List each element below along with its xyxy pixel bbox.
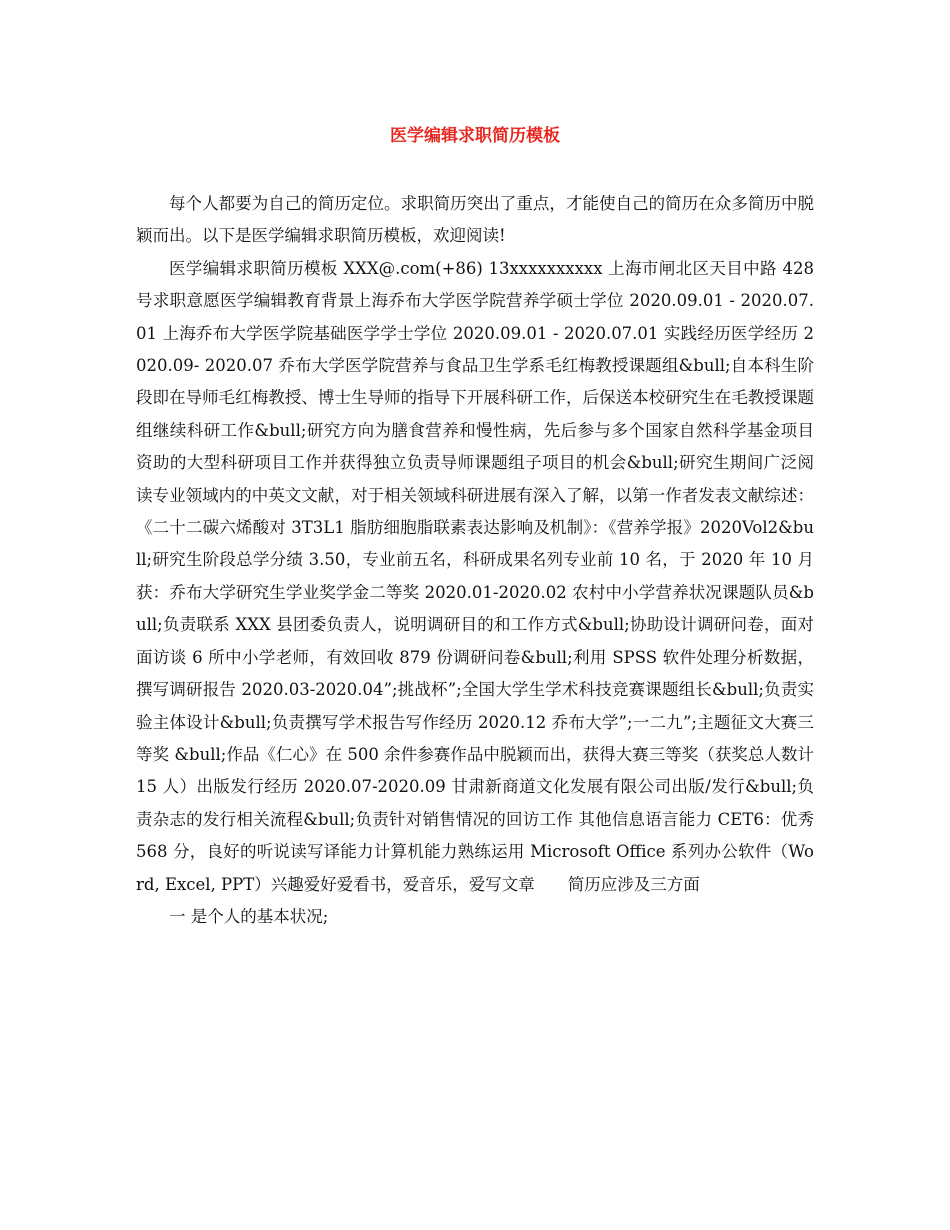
document-body <box>136 188 814 933</box>
document-title: 医学编辑求职简历模板 <box>390 126 560 146</box>
body-paragraph-intro: 每个人都要为自己的简历定位。求职简历突出了重点，才能使自己的简历在众多简历中脱颖而出。以下是医学编辑求职简历模板，欢迎阅读! <box>136 194 814 246</box>
body-paragraph-resume: 医学编辑求职简历模板 XXX@.com(+86) 13xxxxxxxxxx 上海市闸北区天目中路 428 号求职意愿医学编辑教育背景上海乔布大学医学院营养学硕士学位 2020.09.01 - 2020.07.01 上海乔布大学医学院基础医学学士学位 2020.09.01 - 2020.07.01 实践经历医学经历 2020.09- 2020.07 乔布大学医学院营养与食品卫生学系毛红梅教授课题组&bull;自本科生阶段即在导师毛红梅教授、博士生导师的指导下开展科研工作，后保送本校研究生在毛教授课题组继续科研工作&bull;研究方向为膳食营养和慢性病，先后参与多个国家自然科学基金项目资助的大型科研项目工作并获得独立负责导师课题组子项目的机会&bull;研究生期间广泛阅读专业领域内的中英文文献，对于相关领域科研进展有深入了解，以第一作者发表文献综述：《二十二碳六烯酸对 3T3L1 脂肪细胞脂联素表达影响及机制》：《营养学报》2020Vol2&bull;研究生阶段总学分绩 3.50，专业前五名，科研成果名列专业前 10 名，于 2020 年 10 月获：乔布大学研究生学业奖学金二等奖 2020.01-2020.02 农村中小学营养状况课题队员&bull;负责联系 XXX 县团委负责人，说明调研目的和工作方式&bull;协助设计调研问卷，面对面访谈 6 所中小学老师，有效回收 879 份调研问卷&bull;利用 SPSS 软件处理分析数据，撰写调研报告 2020.03-2020.04”;挑战杯”;全国大学生学术科技竞赛课题组长&bull;负责实验主体设计&bull;负责撰写学术报告写作经历 2020.12 乔布大学”;一二九”;主题征文大赛三等奖 &bull;作品《仁心》在 500 余件参赛作品中脱颖而出，获得大赛三等奖（获奖总人数计 15 人）出版发行经历 2020.07-2020.09 甘肃新商道文化发展有限公司出版/发行&bull;负责杂志的发行相关流程&bull;负责针对销售情况的回访工作 其他信息语言能力 CET6：优秀 568 分，良好的听说读写译能力计算机能力熟练运用 Microsoft Office 系列办公软件（Word, Excel, PPT）兴趣爱好爱看书，爱音乐，爱写文章 简历应涉及三方面 <box>136 258 814 894</box>
body-paragraph-point-one: 一 是个人的基本状况; <box>169 906 329 926</box>
